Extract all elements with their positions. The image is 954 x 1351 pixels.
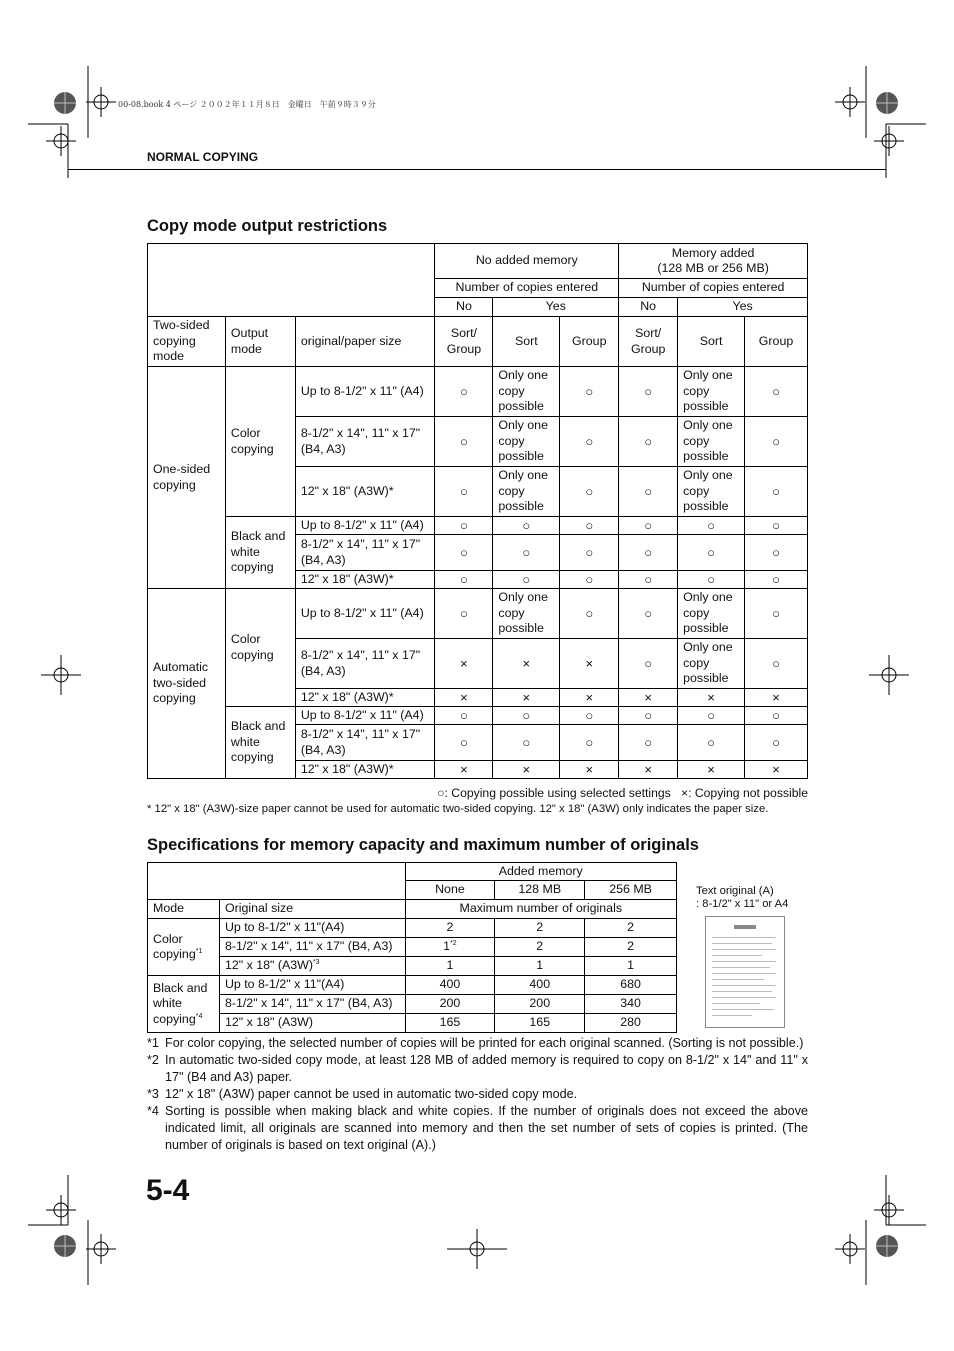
circle-mark: ○ [560, 535, 619, 571]
row-bw-copying: Black and white copying [225, 517, 295, 589]
circle-mark: ○ [745, 571, 808, 589]
only-one-copy: Only one copy possible [493, 367, 560, 417]
circle-mark: ○ [619, 725, 678, 761]
legend-cross-text: : Copying not possible [688, 786, 808, 800]
note-text: 12" x 18" (A3W) paper cannot be used in automatic two-sided copy mode. [165, 1087, 578, 1101]
size-cell: Up to 8-1/2" x 11"(A4) [219, 976, 405, 995]
circle-mark: ○ [745, 517, 808, 535]
hdr-copies-entered: Number of copies entered [435, 279, 619, 298]
size-cell [219, 957, 405, 976]
memory-capacity-table [147, 862, 677, 1033]
circle-mark: ○ [493, 517, 560, 535]
circle-mark: ○ [435, 417, 493, 467]
hdr-128mb: 128 MB [495, 881, 585, 900]
hdr-copies-entered: Number of copies entered [619, 279, 808, 298]
hdr-memory-added-line2: (128 MB or 256 MB) [657, 261, 769, 275]
table-row [148, 589, 808, 639]
size-cell: Up to 8-1/2" x 11" (A4) [295, 707, 435, 725]
value-cell: 1 [495, 957, 585, 976]
circle-mark: ○ [745, 639, 808, 689]
table-row [148, 1014, 677, 1033]
note-text: Sorting is possible when making black and white copies. If the number of originals does not exceed the above indicated limit, all originals are scanned into memory and then the set number of sets of copies is printed. (The number of originals is based on text original (A).) [165, 1104, 808, 1152]
row-bw-copying: Black and white copying [225, 707, 295, 779]
col-group: Group [745, 317, 808, 367]
circle-mark: ○ [560, 571, 619, 589]
page-number: 5-4 [146, 1174, 190, 1207]
note-key: *1 [147, 1036, 159, 1050]
only-one-copy: Only one copy possible [493, 467, 560, 517]
value-cell: 280 [585, 1014, 677, 1033]
size-cell: 8-1/2" x 14", 11" x 17" (B4, A3) [295, 417, 435, 467]
note-key: *3 [147, 1087, 159, 1101]
size-cell: 12" x 18" (A3W)* [295, 689, 435, 707]
only-one-copy: Only one copy possible [678, 367, 745, 417]
value-cell: 2 [585, 938, 677, 957]
value-cell: 2 [495, 938, 585, 957]
copy-mode-table [147, 243, 808, 779]
cross-mark: × [493, 761, 560, 779]
value-cell: 200 [495, 995, 585, 1014]
row-auto-two-sided: Automatic two-sided copying [148, 589, 226, 779]
hdr-memory-added-line1: Memory added [671, 245, 755, 260]
circle-mark: ○ [745, 417, 808, 467]
print-mark: 00-08.book 4 ページ ２００２年１１月８日 金曜日 午前９時３９分 [118, 100, 376, 109]
circle-mark: ○ [619, 417, 678, 467]
circle-mark: ○ [435, 517, 493, 535]
hdr-max-originals: Maximum number of originals [405, 900, 676, 919]
circle-mark: ○ [745, 589, 808, 639]
section2-title: Specifications for memory capacity and maximum number of originals [147, 836, 699, 854]
circle-mark: ○ [560, 367, 619, 417]
note-key: *4 [147, 1104, 159, 1118]
col-size: original/paper size [295, 317, 435, 367]
value-cell: 1 [585, 957, 677, 976]
row-color-copying [148, 919, 220, 976]
circle-mark: ○ [619, 589, 678, 639]
footnote-ref: *4 [195, 1012, 203, 1020]
footnote-ref: *3 [312, 959, 320, 967]
value-cell: 340 [585, 995, 677, 1014]
hdr-none: None [405, 881, 495, 900]
hdr-256mb: 256 MB [585, 881, 677, 900]
footnote-ref: *1 [195, 947, 203, 955]
legend-cross-icon: × [680, 786, 689, 800]
circle-mark: ○ [435, 589, 493, 639]
size-cell: 8-1/2" x 14", 11" x 17" (B4, A3) [295, 725, 435, 761]
value-cell: 200 [405, 995, 495, 1014]
circle-mark: ○ [678, 707, 745, 725]
circle-mark: ○ [745, 535, 808, 571]
circle-mark: ○ [435, 535, 493, 571]
note-item [147, 1052, 808, 1086]
size-cell: 8-1/2" x 14", 11" x 17" (B4, A3) [295, 535, 435, 571]
table-row [148, 517, 808, 535]
hdr-mode: Mode [148, 900, 220, 919]
legend-circle-icon: ○ [437, 786, 445, 800]
circle-mark: ○ [678, 725, 745, 761]
circle-mark: ○ [619, 517, 678, 535]
cross-mark: × [678, 689, 745, 707]
cross-mark: × [560, 689, 619, 707]
circle-mark: ○ [493, 725, 560, 761]
legend [380, 786, 808, 800]
cross-mark: × [493, 639, 560, 689]
circle-mark: ○ [619, 535, 678, 571]
row-one-sided: One-sided copying [148, 367, 226, 589]
section-label: NORMAL COPYING [147, 150, 259, 164]
circle-mark: ○ [493, 535, 560, 571]
col-sort: Sort [678, 317, 745, 367]
only-one-copy: Only one copy possible [678, 417, 745, 467]
table-row [148, 707, 808, 725]
text-original-caption [696, 885, 788, 911]
circle-mark: ○ [560, 517, 619, 535]
hdr-yes: Yes [493, 298, 619, 317]
circle-mark: ○ [435, 467, 493, 517]
cross-mark: × [745, 761, 808, 779]
value-cell: 400 [495, 976, 585, 995]
value-cell: 2 [495, 919, 585, 938]
col-sort-group: Sort/ Group [435, 317, 493, 367]
header-rule [68, 169, 886, 170]
circle-mark: ○ [619, 639, 678, 689]
only-one-copy: Only one copy possible [493, 417, 560, 467]
value-cell: 680 [585, 976, 677, 995]
cross-mark: × [435, 761, 493, 779]
circle-mark: ○ [493, 571, 560, 589]
cross-mark: × [435, 689, 493, 707]
color-copying-label: Color copying [153, 931, 196, 961]
circle-mark: ○ [560, 589, 619, 639]
note-text: In automatic two-sided copy mode, at least 128 MB of added memory is required to copy on 8-1/2" x 14" and 11" x 17" (B4 and A3) paper. [165, 1053, 808, 1084]
caption-line2: : 8-1/2" x 11" or A4 [696, 898, 789, 910]
circle-mark: ○ [678, 517, 745, 535]
size-cell: Up to 8-1/2" x 11" (A4) [295, 589, 435, 639]
circle-mark: ○ [745, 725, 808, 761]
cross-mark: × [560, 639, 619, 689]
circle-mark: ○ [560, 707, 619, 725]
value-cell: 2 [405, 919, 495, 938]
col-output-mode: Output mode [225, 317, 295, 367]
size-cell: Up to 8-1/2" x 11"(A4) [219, 919, 405, 938]
size-cell: Up to 8-1/2" x 11" (A4) [295, 517, 435, 535]
row-bw-copying [148, 976, 220, 1033]
size-cell: 12" x 18" (A3W)* [295, 761, 435, 779]
size-cell: 8-1/2" x 14", 11" x 17" (B4, A3) [295, 639, 435, 689]
hdr-no-added-memory: No added memory [435, 244, 619, 279]
value-cell: 2 [585, 919, 677, 938]
size-cell: 12" x 18" (A3W)* [295, 467, 435, 517]
size-cell: 12" x 18" (A3W) [219, 1014, 405, 1033]
circle-mark: ○ [619, 467, 678, 517]
circle-mark: ○ [745, 707, 808, 725]
table-row [148, 938, 677, 957]
hdr-memory-added [619, 244, 808, 279]
note-item [147, 1035, 808, 1052]
circle-mark: ○ [435, 571, 493, 589]
note-item [147, 1103, 808, 1154]
circle-mark: ○ [619, 367, 678, 417]
notes [147, 1035, 808, 1154]
hdr-original-size: Original size [219, 900, 405, 919]
table-row [148, 957, 677, 976]
text-original-thumbnail [705, 916, 785, 1028]
cross-mark: × [745, 689, 808, 707]
circle-mark: ○ [435, 725, 493, 761]
size-cell: 12" x 18" (A3W)* [295, 571, 435, 589]
hdr-no: No [619, 298, 678, 317]
row-color-copying: Color copying [225, 367, 295, 517]
circle-mark: ○ [560, 725, 619, 761]
size-cell: Up to 8-1/2" x 11" (A4) [295, 367, 435, 417]
section1-title: Copy mode output restrictions [147, 217, 388, 235]
table-row [148, 919, 677, 938]
value-cell: 165 [495, 1014, 585, 1033]
cross-mark: × [678, 761, 745, 779]
circle-mark: ○ [560, 467, 619, 517]
size-cell: 8-1/2" x 14", 11" x 17" (B4, A3) [219, 938, 405, 957]
value-cell: 1 [405, 957, 495, 976]
size-cell: 8-1/2" x 14", 11" x 17" (B4, A3) [219, 995, 405, 1014]
value-cell: 400 [405, 976, 495, 995]
size-text: 12" x 18" (A3W) [224, 958, 313, 973]
circle-mark: ○ [560, 417, 619, 467]
only-one-copy: Only one copy possible [678, 589, 745, 639]
note-item [147, 1086, 808, 1103]
note-key: *2 [147, 1053, 159, 1067]
col-group: Group [560, 317, 619, 367]
value-cell: 165 [405, 1014, 495, 1033]
circle-mark: ○ [435, 707, 493, 725]
caption-line1: Text original (A) [696, 885, 774, 897]
circle-mark: ○ [678, 535, 745, 571]
table2-corner-cell [148, 863, 406, 900]
hdr-yes: Yes [678, 298, 808, 317]
hdr-added-memory: Added memory [405, 863, 676, 881]
col-two-sided-mode: Two-sided copying mode [148, 317, 226, 367]
table-row [148, 976, 677, 995]
value-cell [405, 938, 495, 957]
circle-mark: ○ [435, 367, 493, 417]
col-sort: Sort [493, 317, 560, 367]
only-one-copy: Only one copy possible [678, 467, 745, 517]
table-row [148, 995, 677, 1014]
table1-corner-cell [148, 244, 435, 317]
row-color-copying: Color copying [225, 589, 295, 707]
circle-mark: ○ [493, 707, 560, 725]
circle-mark: ○ [619, 707, 678, 725]
only-one-copy: Only one copy possible [493, 589, 560, 639]
circle-mark: ○ [678, 571, 745, 589]
legend-circle-text: : Copying possible using selected settings [444, 786, 671, 800]
hdr-no: No [435, 298, 493, 317]
circle-mark: ○ [745, 367, 808, 417]
circle-mark: ○ [619, 571, 678, 589]
cross-mark: × [619, 761, 678, 779]
footnote-ref: *2 [450, 940, 457, 948]
bw-copying-label: Black and white copying [153, 980, 208, 1026]
cross-mark: × [493, 689, 560, 707]
cross-mark: × [560, 761, 619, 779]
circle-mark: ○ [745, 467, 808, 517]
table-row [148, 367, 808, 417]
note-text: For color copying, the selected number of copies will be printed for each original scanned. (Sorting is not possible.) [165, 1036, 804, 1050]
col-sort-group: Sort/ Group [619, 317, 678, 367]
cross-mark: × [619, 689, 678, 707]
only-one-copy: Only one copy possible [678, 639, 745, 689]
table1-footnote: * 12" x 18" (A3W)-size paper cannot be used for automatic two-sided copying. 12" x 18" (A3W) only indicates the paper size. [147, 803, 769, 815]
value-text: 1 [443, 939, 451, 954]
cross-mark: × [435, 639, 493, 689]
